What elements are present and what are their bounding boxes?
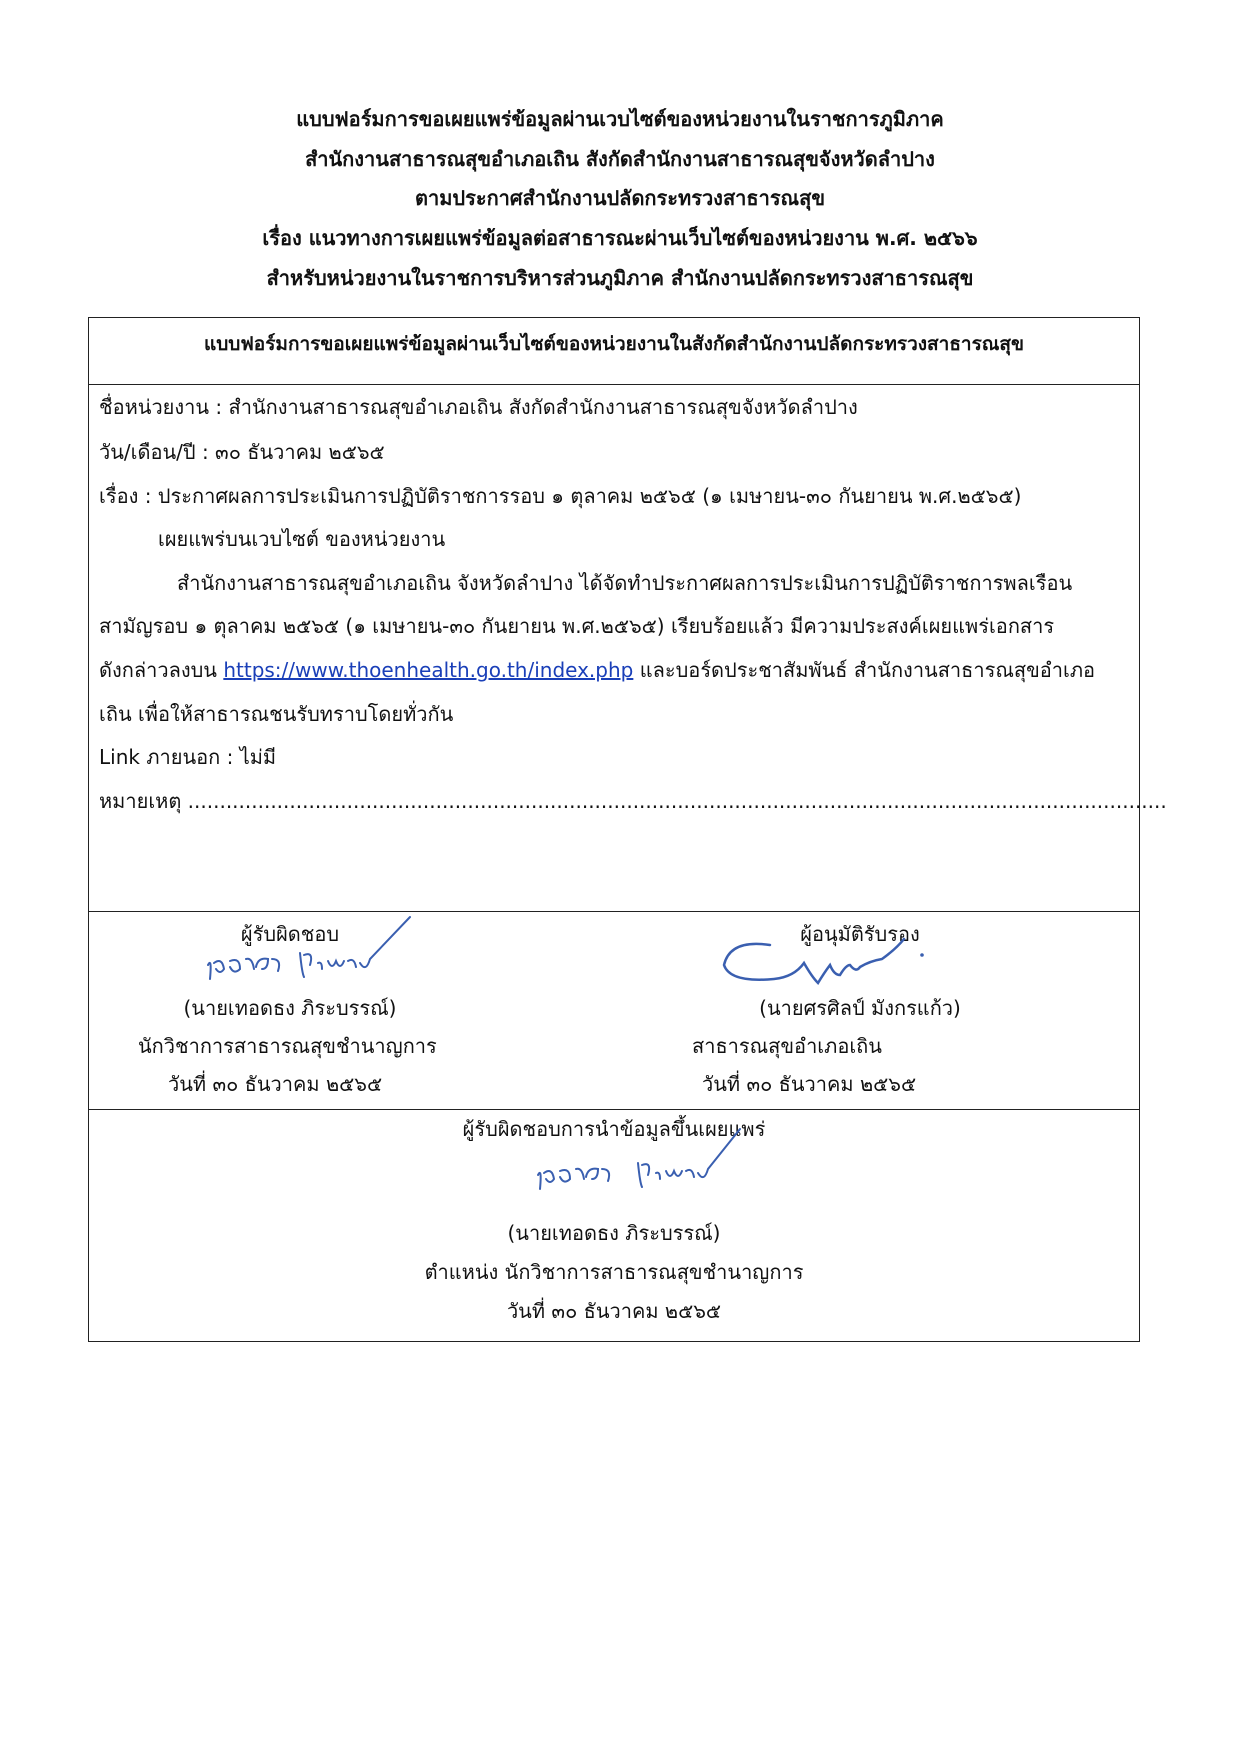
heading-line-3: ตามประกาศสำนักงานปลัดกระทรวงสาธารณสุข <box>414 186 825 210</box>
left-signer-role: ผู้รับผิดชอบ <box>240 922 340 946</box>
left-signer-date: วันที่ ๓๐ ธันวาคม ๒๕๖๕ <box>168 1072 383 1096</box>
heading-line-1: แบบฟอร์มการขอเผยแพร่ข้อมูลผ่านเวบไซต์ของหน่วยงานในราชการภูมิภาค <box>296 107 944 131</box>
right-signature <box>715 925 945 1000</box>
left-signer-name: (นายเทอดธง ภิระบรรณ์) <box>183 996 397 1020</box>
body-line-3-pre: ดังกล่าวลงบน <box>99 658 224 682</box>
unit-name: ชื่อหน่วยงาน : สำนักงานสาธารณสุขอำเภอเถิน สังกัดสำนักงานสาธารณสุขจังหวัดลำปาง <box>99 395 858 419</box>
right-signer-date: วันที่ ๓๐ ธันวาคม ๒๕๖๕ <box>702 1072 917 1096</box>
body-line-2: สามัญรอบ ๑ ตุลาคม ๒๕๖๕ (๑ เมษายน-๓๐ กันยายน พ.ศ.๒๕๖๕) เรียบร้อยแล้ว มีความประสงค์เผยแพร่เอกสาร <box>99 614 1055 638</box>
website-link[interactable]: https://www.thoenhealth.go.th/index.php <box>223 658 634 682</box>
form-date: วัน/เดือน/ปี : ๓๐ ธันวาคม ๒๕๖๕ <box>99 440 385 464</box>
form-title: แบบฟอร์มการขอเผยแพร่ข้อมูลผ่านเว็บไซต์ของหน่วยงานในสังกัดสำนักงานปลัดกระทรวงสาธารณสุข <box>203 333 1025 355</box>
remark-line: หมายเหตุ .......................................................................................................................................................... <box>99 789 1167 813</box>
publisher-signature <box>530 1125 750 1205</box>
body-line-3-post: และบอร์ดประชาสัมพันธ์ สำนักงานสาธารณสุขอำเภอ <box>633 658 1096 682</box>
subject-line-1: เรื่อง : ประกาศผลการประเมินการปฏิบัติราชการรอบ ๑ ตุลาคม ๒๕๖๕ (๑ เมษายน-๓๐ กันยายน พ.ศ.๒๕๖๕) <box>99 484 1022 508</box>
left-signer-position: นักวิชาการสาธารณสุขชำนาญการ <box>138 1034 437 1058</box>
subject-line-2: เผยแพร่บนเวบไซต์ ของหน่วยงาน <box>158 527 446 551</box>
right-signer-role: ผู้อนุมัติรับรอง <box>800 922 920 946</box>
heading-line-4: เรื่อง แนวทางการเผยแพร่ข้อมูลต่อสาธารณะผ่านเว็บไซต์ของหน่วยงาน พ.ศ. ๒๕๖๖ <box>262 226 978 250</box>
publisher-role: ผู้รับผิดชอบการนำข้อมูลขึ้นเผยแพร่ <box>462 1117 766 1141</box>
body-line-4: เถิน เพื่อให้สาธารณชนรับทราบโดยทั่วกัน <box>99 702 454 726</box>
right-signer-position: สาธารณสุขอำเภอเถิน <box>692 1034 882 1058</box>
heading-line-2: สำนักงานสาธารณสุขอำเภอเถิน สังกัดสำนักงานสาธารณสุขจังหวัดลำปาง <box>305 147 935 171</box>
body-line-3 <box>99 658 1095 682</box>
body-line-1: สำนักงานสาธารณสุขอำเภอเถิน จังหวัดลำปาง ได้จัดทำประกาศผลการประเมินการปฏิบัติราชการพลเรือน <box>177 571 1073 595</box>
right-signer-name: (นายศรศิลป์ มังกรแก้ว) <box>759 996 961 1020</box>
left-signature <box>200 915 420 995</box>
publisher-name: (นายเทอดธง ภิระบรรณ์) <box>507 1221 721 1245</box>
publisher-date: วันที่ ๓๐ ธันวาคม ๒๕๖๕ <box>506 1299 722 1323</box>
external-link-line: Link ภายนอก : ไม่มี <box>99 745 277 769</box>
publisher-position: ตำแหน่ง นักวิชาการสาธารณสุขชำนาญการ <box>424 1260 804 1284</box>
heading-line-5: สำหรับหน่วยงานในราชการบริหารส่วนภูมิภาค สำนักงานปลัดกระทรวงสาธารณสุข <box>266 266 974 290</box>
